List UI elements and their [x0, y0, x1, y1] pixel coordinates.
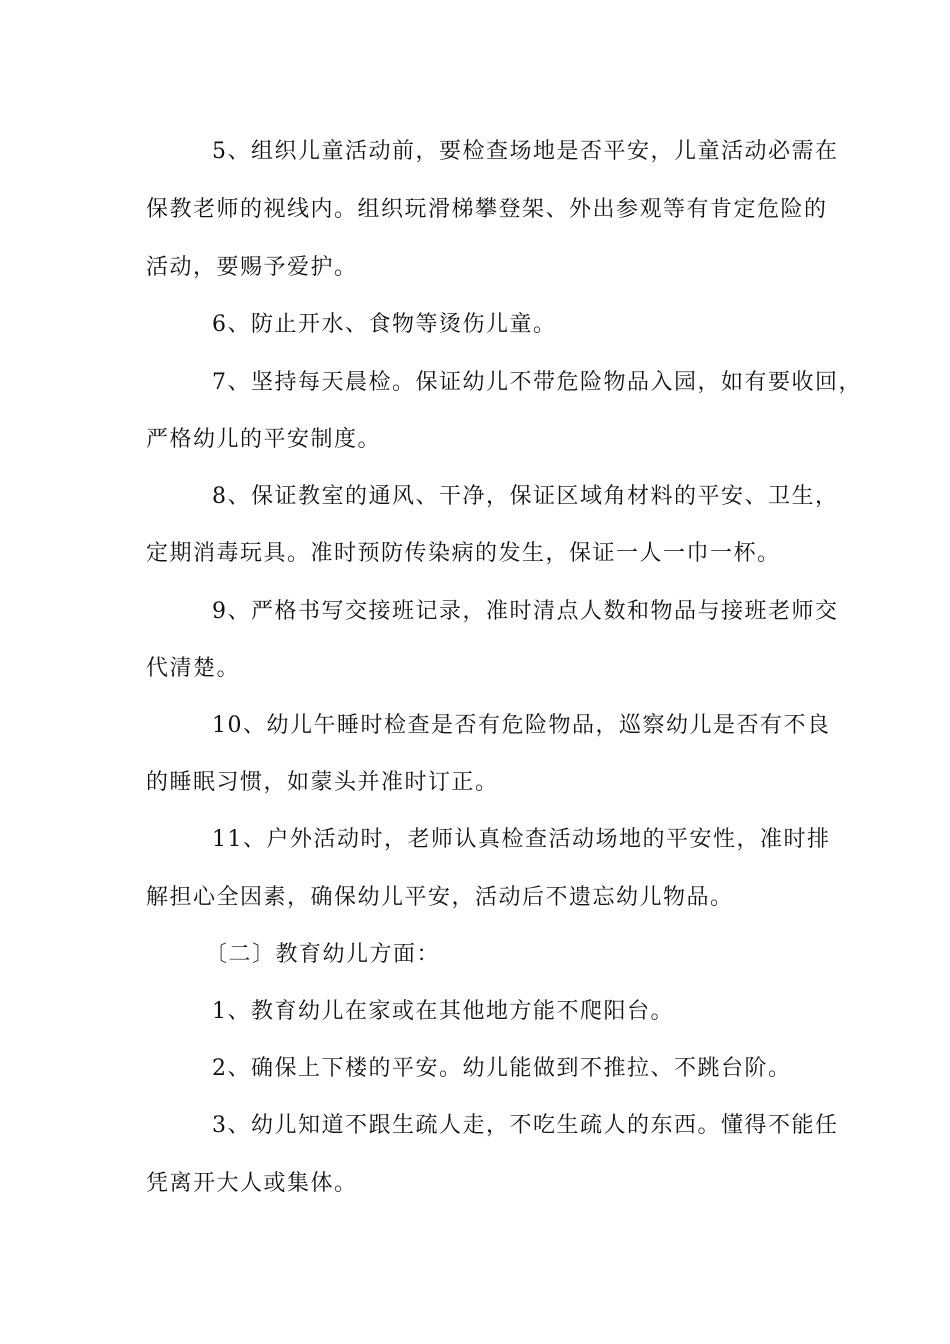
- text-line: 严格幼儿的平安制度。: [146, 427, 382, 452]
- text-line: 9、严格书写交接班记录，准时清点人数和物品与接班老师交: [212, 599, 839, 624]
- text-line: 8、保证教室的通风、干净，保证区域角材料的平安、卫生，: [212, 484, 839, 509]
- text-line: 凭离开大人或集体。: [146, 1171, 358, 1196]
- text-line: 代清楚。: [146, 656, 241, 681]
- text-line: 活动，要赐予爱护。: [146, 255, 358, 280]
- text-line: 解担心全因素，确保幼儿平安，活动后不遗忘幼儿物品。: [146, 885, 734, 910]
- text-line: 7、坚持每天晨检。保证幼儿不带危险物品入园，如有要收回，: [212, 370, 862, 395]
- text-line: 保教老师的视线内。组织玩滑梯攀登架、外出参观等有肯定危险的: [146, 197, 828, 222]
- text-line: 10、幼儿午睡时检查是否有危险物品，巡察幼儿是否有不良: [212, 713, 831, 738]
- text-line: 5、组织儿童活动前，要检查场地是否平安，儿童活动必需在: [212, 139, 839, 164]
- text-line: 定期消毒玩具。准时预防传染病的发生，保证一人一巾一杯。: [146, 541, 781, 566]
- text-line: 1、教育幼儿在家或在其他地方能不爬阳台。: [212, 999, 674, 1024]
- text-line: 6、防止开水、食物等烫伤儿童。: [212, 312, 557, 337]
- text-line: 2、确保上下楼的平安。幼儿能做到不推拉、不跳台阶。: [212, 1056, 792, 1081]
- text-line: 的睡眠习惯，如蒙头并准时订正。: [146, 770, 499, 795]
- text-line: 3、幼儿知道不跟生疏人走，不吃生疏人的东西。懂得不能任: [212, 1113, 839, 1138]
- section-heading: 〔二〕教育幼儿方面：: [205, 942, 441, 967]
- text-line: 11、户外活动时，老师认真检查活动场地的平安性，准时排: [212, 827, 831, 852]
